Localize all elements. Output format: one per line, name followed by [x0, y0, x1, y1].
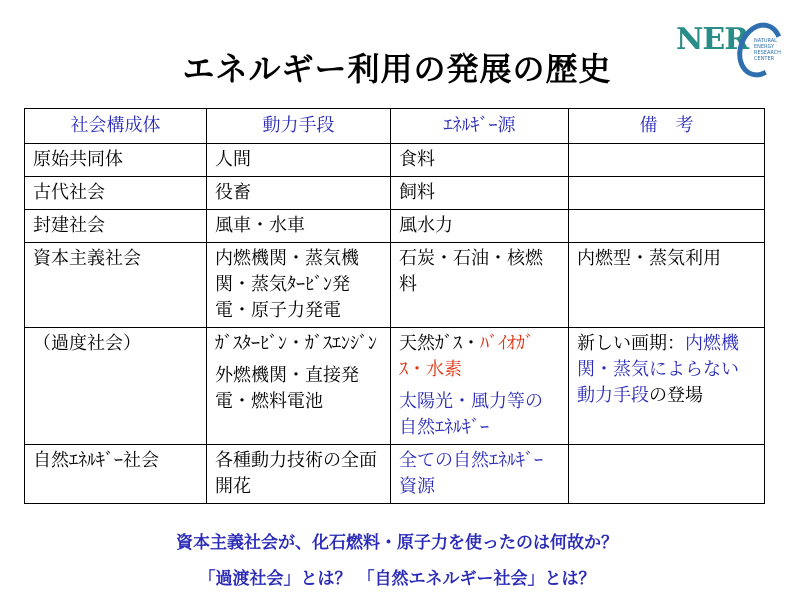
cell-power: 内燃機関・蒸気機関・蒸気ﾀｰﾋﾞﾝ発電・原子力発電 — [207, 243, 391, 328]
table-row — [25, 445, 765, 504]
cell-note: 新しい画期：内燃機関・蒸気によらない動力手段の登場 — [569, 328, 765, 445]
logo-subtitle: NATURAL ENERGY RESEARCH CENTER — [754, 38, 781, 62]
table-row — [25, 243, 765, 328]
cell-source: 風水力 — [391, 210, 569, 243]
cell-source: 飼料 — [391, 177, 569, 210]
cell-source — [391, 328, 569, 445]
cell-society: 封建社会 — [25, 210, 207, 243]
header-power: 動力手段 — [207, 109, 391, 144]
source-text-a: 天然ｶﾞｽ・ﾊﾞｲｵｶﾞｽ・水素 — [399, 333, 534, 380]
cell-power: 風車・水車 — [207, 210, 391, 243]
energy-history-table — [24, 108, 765, 504]
table-row — [25, 177, 765, 210]
power-text-b: 外燃機関・直接発電・燃料電池 — [215, 365, 359, 412]
cell-source: 全ての自然ｴﾈﾙｷﾞｰ資源 — [391, 445, 569, 504]
question-2: 「過渡社会」とは？ 「自然エネルギー社会」とは？ — [198, 569, 596, 589]
cell-note — [569, 210, 765, 243]
cell-society: 原始共同体 — [25, 144, 207, 177]
logo-text: NER — [676, 22, 749, 57]
source-text-blue: 太陽光・風力等の自然ｴﾈﾙｷﾞｰ — [399, 391, 543, 438]
cell-society: （過度社会） — [25, 328, 207, 445]
cell-source: 食料 — [391, 144, 569, 177]
note-text-blue: 内燃機関・蒸気によらない動力手段 — [577, 333, 739, 406]
cell-note — [569, 144, 765, 177]
table-row — [25, 144, 765, 177]
table-row — [25, 328, 765, 445]
cell-society: 自然ｴﾈﾙｷﾞｰ社会 — [25, 445, 207, 504]
table-row — [25, 210, 765, 243]
cell-power: 役畜 — [207, 177, 391, 210]
cell-power: 各種動力技術の全面開花 — [207, 445, 391, 504]
cell-power: 人間 — [207, 144, 391, 177]
header-source: ｴﾈﾙｷﾞｰ源 — [391, 109, 569, 144]
source-text-red: ﾊﾞｲｵｶﾞｽ・水素 — [399, 333, 534, 380]
cell-society: 資本主義社会 — [25, 243, 207, 328]
cell-power — [207, 328, 391, 445]
header-note: 備 考 — [569, 109, 765, 144]
power-text-a: ｶﾞｽﾀｰﾋﾞﾝ・ｶﾞｽｴﾝｼﾞﾝ — [215, 333, 377, 354]
cell-note — [569, 445, 765, 504]
cell-note — [569, 177, 765, 210]
cell-society: 古代社会 — [25, 177, 207, 210]
page-title: エネルギー利用の発展の歴史 — [182, 50, 612, 88]
cell-source: 石炭・石油・核燃料 — [391, 243, 569, 328]
header-society: 社会構成体 — [25, 109, 207, 144]
question-1: 資本主義社会が、化石燃料・原子力を使ったのは何故か？ — [176, 533, 618, 553]
table-header-row — [25, 109, 765, 144]
cell-note: 内燃型・蒸気利用 — [569, 243, 765, 328]
